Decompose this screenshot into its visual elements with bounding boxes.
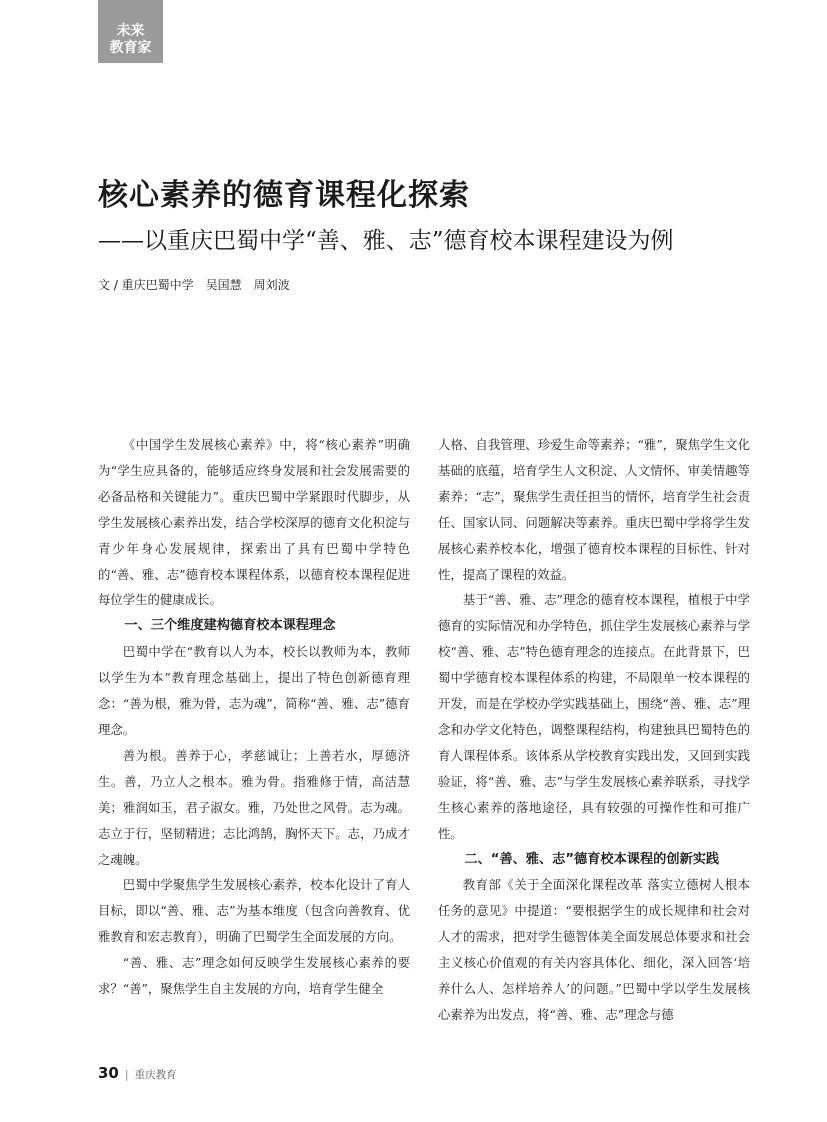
- column-tag-line2: 教育家: [109, 40, 152, 56]
- paragraph: 基于“善、雅、志”理念的德育校本课程，植根于中学德育的实际情况和办学特色，抓住学生发展核心素养与学校“善、雅、志”特色德育理念的连接点。在此背景下，巴蜀中学德育校本课程体系的构建，不局限单一校本课程的开发，而是在学校办学实践基础上，围绕“善、雅、志”理念和办学文化特色，调整课程结构，构建独具巴蜀特色的育人课程体系。该体系从学校教育实践出发，又回到实践验证，将“善、雅、志”与学生发展核心素养联系，寻找学生核心素养的落地途径，具有较强的可操作性和可推广性。: [438, 592, 750, 841]
- article-title: 核心素养的德育课程化探索: [98, 178, 470, 213]
- paragraph: 《中国学生发展核心素养》中，将“核心素养”明确为“学生应具备的，能够适应终身发展和社会发展需要的必备品格和关键能力”。重庆巴蜀中学紧跟时代脚步，从学生发展核心素养出发，结合学校深厚的德育文化积淀与青少年身心发展规律，探索出了具有巴蜀中学特色的“善、雅、志”德育校本课程体系，以德育校本课程促进每位学生的健康成长。: [98, 437, 410, 608]
- section-heading: 一、三个维度建构德育校本课程理念: [124, 618, 336, 634]
- byline: 文 / 重庆巴蜀中学 吴国慧 周刘波: [98, 278, 290, 292]
- paragraph: 巴蜀中学在“教育以人为本，校长以教师为本，教师以学生为本”教育理念基础上，提出了特色创新德育理念：“善为根，雅为骨，志为魂”，简称“善、雅、志”德育理念。: [98, 644, 410, 737]
- journal-name: 重庆教育: [134, 1069, 177, 1081]
- section-heading: 二、“善、雅、志”德育校本课程的创新实践: [464, 851, 720, 867]
- page-number: 30: [98, 1064, 119, 1082]
- article-subtitle: ——以重庆巴蜀中学“善、雅、志”德育校本课程建设为例: [98, 228, 674, 254]
- right-column: [438, 432, 750, 1028]
- paragraph: “善、雅、志”理念如何反映学生发展核心素养的要求？“善”，聚焦学生自主发展的方向，培育学生健全: [98, 955, 410, 997]
- footer-separator: |: [124, 1068, 129, 1081]
- page-footer: [98, 1064, 177, 1082]
- paragraph: 善为根。善养于心，孝慈诚让；上善若水，厚德济生。善，乃立人之根本。雅为骨。指雅修于情，高洁慧美；雅润如玉，君子淑女。雅，乃处世之风骨。志为魂。志立于行，坚韧精进；志比鸿鹄，胸怀天下。志，乃成才之魂魄。: [98, 747, 410, 867]
- left-column: [98, 432, 410, 1002]
- paragraph: 巴蜀中学聚焦学生发展核心素养，校本化设计了育人目标，即以“善、雅、志”为基本维度（包含向善教育、优雅教育和宏志教育），明确了巴蜀学生全面发展的方向。: [98, 877, 410, 945]
- paragraph: 教育部《关于全面深化课程改革 落实立德树人根本任务的意见》中提道：“要根据学生的成长规律和社会对人才的需求，把对学生德智体美全面发展总体要求和社会主义核心价值观的有关内容具体化、细化，深入回答‘培养什么人、怎样培养人’的问题。”巴蜀中学以学生发展核心素养为出发点，将“善、雅、志”理念与德: [438, 877, 750, 1022]
- column-tag: [98, 0, 163, 63]
- paragraph-continued: 人格、自我管理、珍爱生命等素养；“雅”，聚焦学生文化基础的底蕴，培育学生人文积淀、人文情怀、审美情趣等素养；“志”，聚焦学生责任担当的情怀，培育学生社会责任、国家认同、问题解决等素养。重庆巴蜀中学将学生发展核心素养校本化，增强了德育校本课程的目标性、针对性，提高了课程的效益。: [438, 437, 750, 582]
- column-tag-line1: 未来: [116, 23, 145, 39]
